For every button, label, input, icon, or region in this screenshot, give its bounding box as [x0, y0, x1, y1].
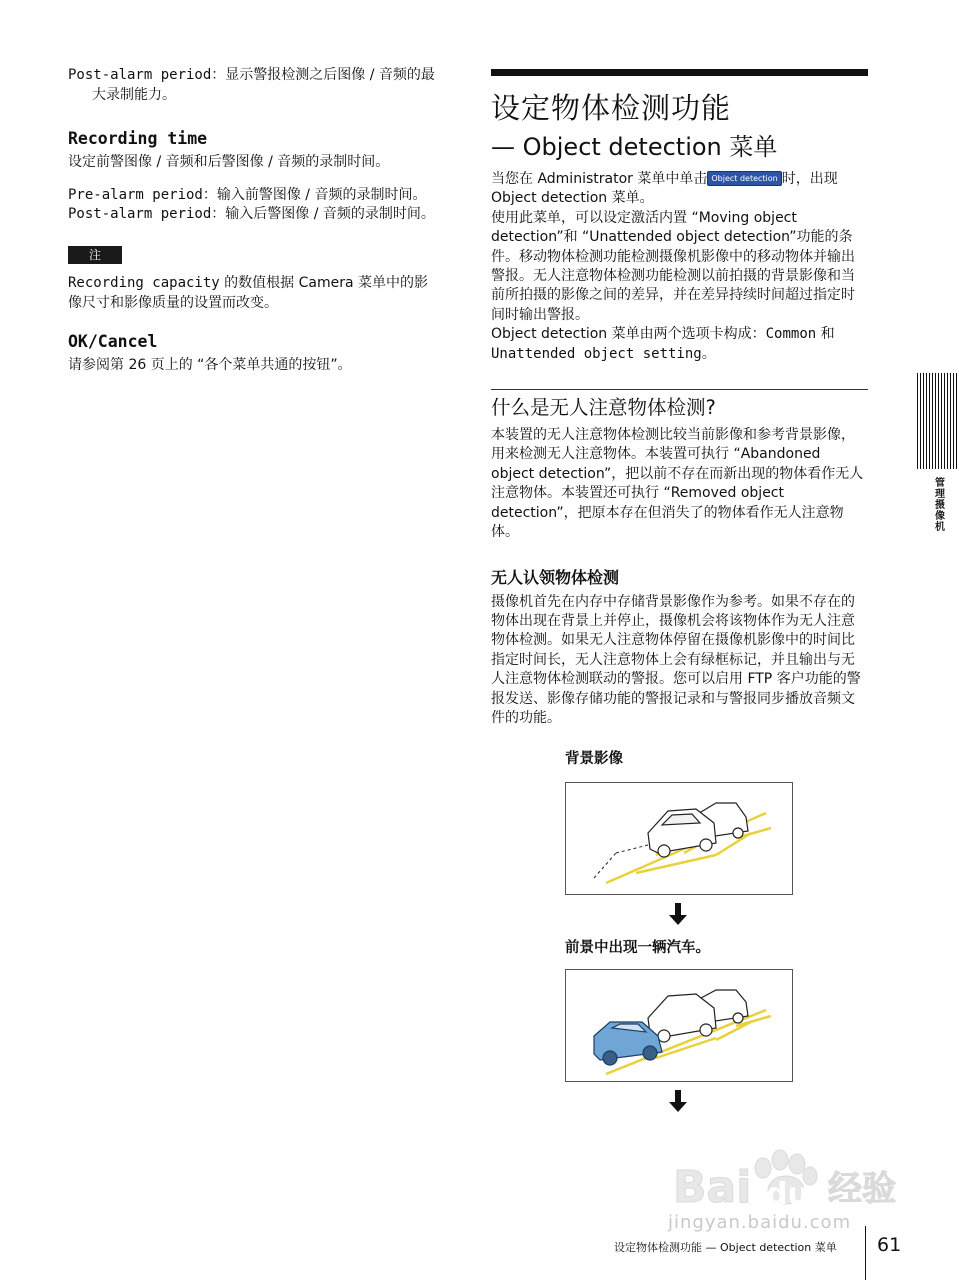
side-tab-stripes — [917, 373, 959, 469]
recording-time-text: 设定前警图像 / 音频和后警图像 / 音频的录制时间。 — [68, 154, 390, 170]
background-image-figure — [565, 782, 793, 895]
parking-lot-with-car-illustration — [566, 970, 792, 1081]
subsection-text: 摄像机首先在内存中存储背景影像作为参考。如果不存在的物体出现在背景上并停止，摄像机会将该物体作为无人注意物体检测。如果无人注意物体停留在摄像机影像中的时间比指定时间长，无人注意物体上会有绿框标记，并且输出与无人注意物体检测联动的警报。您可以启用 FTP 客户功能的警报发送、影像存储功能的警报记录和与警报同步播放音频文件的功能。 — [491, 593, 861, 726]
recording-time-heading: Recording time — [68, 129, 208, 148]
chapter-side-tab — [917, 373, 959, 532]
dashed-spaces — [594, 843, 656, 878]
parking-lot-illustration — [566, 783, 792, 894]
ok-cancel-heading: OK/Cancel — [68, 332, 158, 351]
post-alarm-definition-2 — [68, 205, 440, 225]
object-detection-button[interactable]: Object detection — [707, 171, 781, 186]
running-footer-title: 设定物体检测功能 — Object detection 菜单 — [614, 1241, 837, 1254]
intro-paragraph-2: 使用此菜单，可以设定激活内置 “Moving object detection”和 “Unattended object detection”功能的条件。移动物体检测功能检测摄像机影像中的移动物体并输出警报。无人注意物体检测功能检测以前拍摄的背景影像和当前所拍摄的影像之间的差异，并在差异持续时间超过指定时间时输出警报。 — [491, 209, 855, 323]
pre-alarm-definition — [68, 186, 440, 206]
definition-text: ：输入前警图像 / 音频的录制时间。 — [202, 186, 427, 203]
term-post-alarm: Post-alarm period — [68, 206, 212, 222]
note-badge: 注 — [68, 246, 122, 264]
section-heading: 什么是无人注意物体检测? — [491, 396, 716, 420]
page-title: 设定物体检测功能 — [491, 91, 732, 125]
page-subtitle: — Object detection 菜单 — [491, 133, 778, 161]
definition-text: ：输入后警图像 / 音频的录制时间。 — [211, 206, 435, 222]
left-column — [68, 66, 440, 376]
term-recording-capacity: Recording capacity — [68, 275, 220, 291]
page-number: 61 — [877, 1234, 902, 1256]
tab-name-common: Common — [765, 326, 817, 343]
note-block — [68, 246, 440, 314]
side-tab-label: 管理摄像机 — [932, 477, 944, 532]
ok-cancel-text: 请参阅第 26 页上的 “各个菜单共通的按钮”。 — [68, 357, 352, 373]
down-arrow-icon — [668, 1090, 688, 1114]
svg-text:du: du — [766, 1177, 809, 1212]
svg-text:经验: 经验 — [828, 1169, 896, 1209]
intro-paragraph-3: Object detection 菜单由两个选项卡构成：Common 和 Unattended object setting。 — [491, 326, 835, 362]
tab-name-unattended: Unattended object setting — [491, 345, 702, 362]
right-column — [491, 69, 868, 1114]
parked-van-front — [648, 994, 716, 1042]
section-text: 本装置的无人注意物体检测比较当前影像和参考背景影像，用来检测无人注意物体。本装置可执行 “Abandoned object detection”，把以前不存在而新出现的物体看作无人注意物体。本装置还可执行 “Removed object detection”，把原本存在但消失了的物体看作无人注意物体。 — [491, 427, 864, 541]
figure-1-caption: 背景影像 — [565, 751, 623, 768]
subsection-heading: 无人认领物体检测 — [491, 567, 620, 587]
post-alarm-definition-1 — [68, 66, 440, 105]
svg-text:Bai: Bai — [673, 1162, 752, 1213]
term-post-alarm: Post-alarm period — [68, 67, 212, 83]
note-text: Recording capacity 的数值根据 Camera 菜单中的影像尺寸和影像质量的设置而改变。 — [68, 275, 429, 311]
footer-divider — [865, 1226, 866, 1280]
definition-text: ：显示警报检测之后图像 / 音频的最大录制能力。 — [92, 67, 435, 103]
title-rule — [491, 69, 868, 76]
term-pre-alarm: Pre-alarm period — [68, 186, 203, 203]
figure-2-caption: 前景中出现一辆汽车。 — [565, 939, 710, 956]
watermark-url: jingyan.baidu.com — [668, 1212, 852, 1233]
foreground-car-figure — [565, 969, 793, 1082]
down-arrow-icon — [668, 903, 688, 927]
intro-paragraph-1: 当您在 Administrator 菜单中单击 Object detection 时，出现 Object detection 菜单。 — [491, 171, 838, 207]
section-divider — [491, 389, 868, 390]
